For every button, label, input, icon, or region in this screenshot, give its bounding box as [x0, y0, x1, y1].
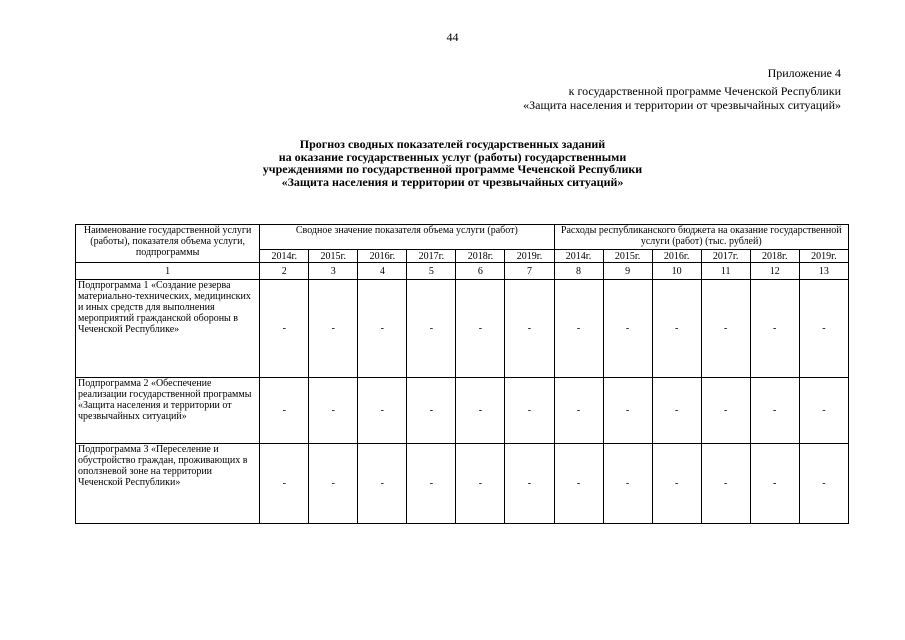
value-cell: -: [407, 444, 456, 524]
year-header: 2019г.: [505, 250, 554, 263]
value-cell: -: [652, 280, 701, 378]
value-cell: -: [505, 444, 554, 524]
value-cell: -: [554, 378, 603, 444]
value-cell: -: [407, 378, 456, 444]
value-cell: -: [358, 280, 407, 378]
year-header: 2017г.: [407, 250, 456, 263]
column-number: 13: [799, 263, 848, 280]
value-cell: -: [260, 378, 309, 444]
appendix-line-1: к государственной программе Чеченской Республики: [568, 84, 841, 98]
year-header: 2015г.: [309, 250, 358, 263]
year-header: 2017г.: [701, 250, 750, 263]
value-cell: -: [358, 378, 407, 444]
column-number: 7: [505, 263, 554, 280]
year-header: 2018г.: [456, 250, 505, 263]
year-header: 2016г.: [358, 250, 407, 263]
year-header: 2015г.: [603, 250, 652, 263]
value-cell: -: [603, 444, 652, 524]
title-line-3: учреждениями по государственной программе Чеченской Республики: [262, 162, 643, 176]
title-line-4: «Защита населения и территории от чрезвычайных ситуаций»: [281, 174, 624, 189]
column-number-row: [76, 263, 849, 280]
value-cell: -: [456, 444, 505, 524]
value-cell: -: [799, 378, 848, 444]
column-number: 3: [309, 263, 358, 280]
value-cell: -: [799, 280, 848, 378]
subprogram-name: Подпрограмма 2 «Обеспечение реализации государственной программы «Защита населения и территории от чрезвычайных ситуаций»: [76, 378, 260, 444]
value-cell: -: [750, 378, 799, 444]
document-title: [0, 138, 905, 188]
column-number: 6: [456, 263, 505, 280]
header-expenses-group: Расходы республиканского бюджета на оказание государственной услуги (работ) (тыс. рублей): [554, 225, 849, 250]
value-cell: -: [750, 444, 799, 524]
year-header: 2014г.: [260, 250, 309, 263]
column-number: 5: [407, 263, 456, 280]
header-volume-group: Сводное значение показателя объема услуги (работ): [260, 225, 554, 250]
value-cell: -: [505, 280, 554, 378]
column-number: 2: [260, 263, 309, 280]
value-cell: -: [701, 378, 750, 444]
value-cell: -: [309, 378, 358, 444]
column-number: 4: [358, 263, 407, 280]
column-number: 11: [701, 263, 750, 280]
title-line-2: на оказание государственных услуг (работы) государственными: [278, 149, 627, 164]
subprogram-name: Подпрограмма 1 «Создание резерва материально-технических, медицинских и иных средств для выполнения мероприятий гражданской обороны в Чеченской Республике»: [76, 280, 260, 378]
value-cell: -: [505, 378, 554, 444]
value-cell: -: [554, 280, 603, 378]
value-cell: -: [456, 378, 505, 444]
value-cell: -: [456, 280, 505, 378]
column-number: 8: [554, 263, 603, 280]
value-cell: -: [701, 280, 750, 378]
title-line-1: Прогноз сводных показателей государственных заданий: [299, 137, 606, 151]
column-number: 9: [603, 263, 652, 280]
table-row: [76, 280, 849, 378]
appendix-line-2: «Защита населения и территории от чрезвычайных ситуаций»: [523, 98, 841, 112]
table-row: [76, 378, 849, 444]
value-cell: -: [260, 280, 309, 378]
value-cell: -: [652, 378, 701, 444]
table-row: [76, 444, 849, 524]
header-service-name: Наименование государственной услуги (работы), показателя объема услуги, подпрограммы: [76, 225, 260, 263]
value-cell: -: [701, 444, 750, 524]
value-cell: -: [750, 280, 799, 378]
subprogram-name: Подпрограмма 3 «Переселение и обустройство граждан, проживающих в оползневой зоне на территории Чеченской Республики»: [76, 444, 260, 524]
year-header: 2018г.: [750, 250, 799, 263]
column-number: 1: [76, 263, 260, 280]
value-cell: -: [260, 444, 309, 524]
column-number: 10: [652, 263, 701, 280]
forecast-table: [75, 224, 849, 524]
value-cell: -: [652, 444, 701, 524]
year-header: 2014г.: [554, 250, 603, 263]
value-cell: -: [799, 444, 848, 524]
value-cell: -: [309, 444, 358, 524]
appendix-label: Приложение 4: [767, 66, 841, 80]
value-cell: -: [603, 280, 652, 378]
appendix-block: [523, 66, 841, 112]
value-cell: -: [309, 280, 358, 378]
value-cell: -: [407, 280, 456, 378]
value-cell: -: [358, 444, 407, 524]
column-number: 12: [750, 263, 799, 280]
year-header: 2016г.: [652, 250, 701, 263]
page-number: 44: [446, 30, 459, 44]
year-header: 2019г.: [799, 250, 848, 263]
value-cell: -: [603, 378, 652, 444]
value-cell: -: [554, 444, 603, 524]
